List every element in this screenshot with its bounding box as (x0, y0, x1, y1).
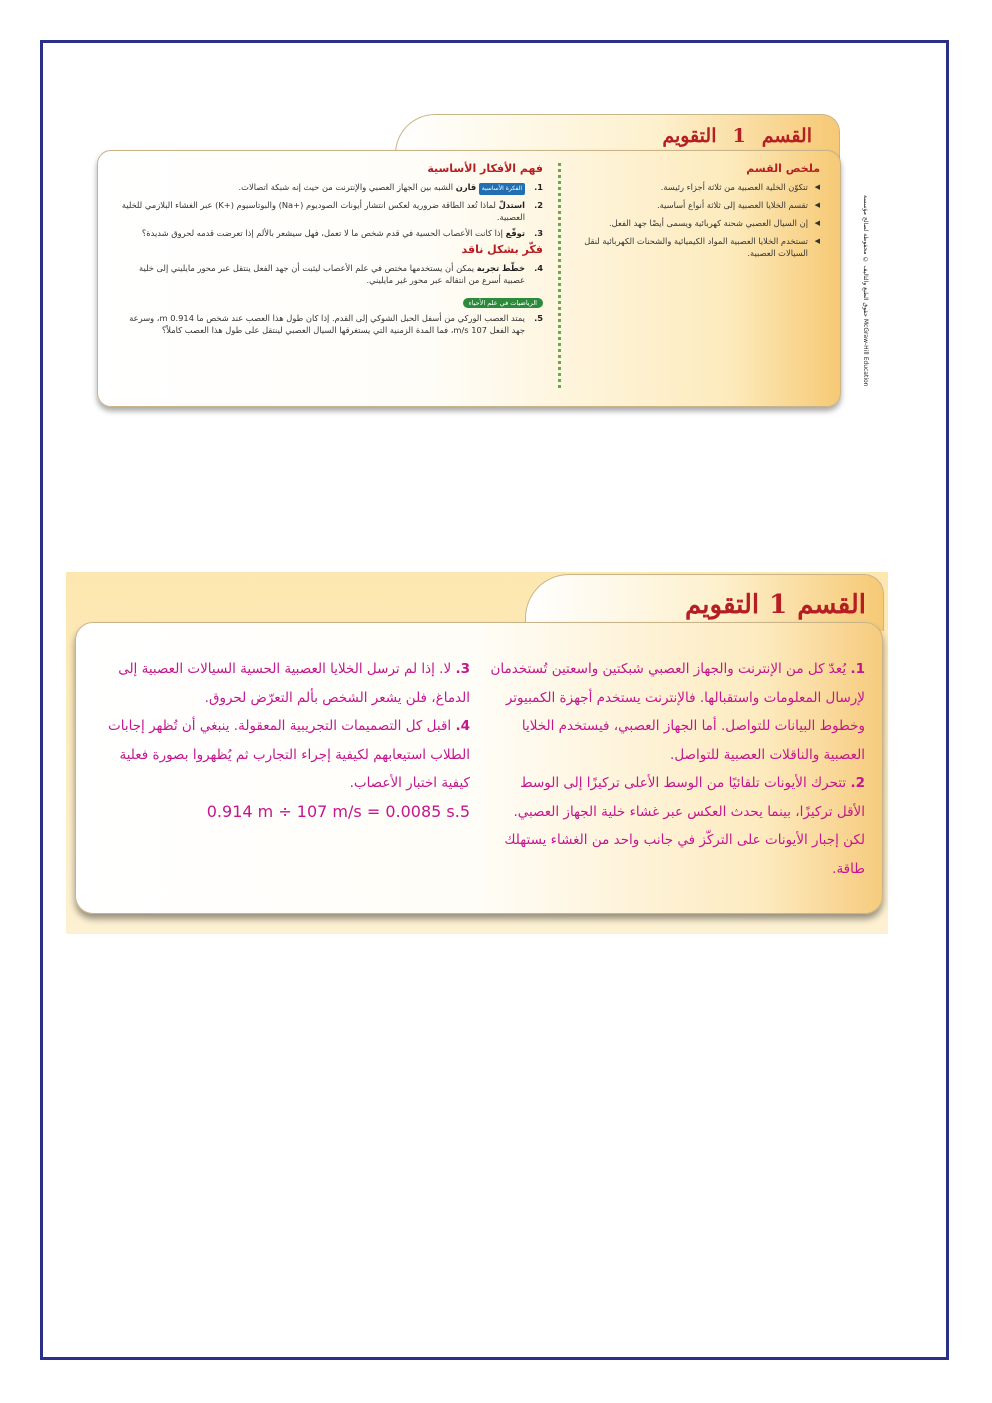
title-word-assessment: التقويم (684, 590, 760, 620)
column-divider (558, 163, 561, 388)
question-text: إذا كانت الأعصاب الحسية في قدم شخص ما لا تعمل، فهل سيشعر بالألم إذا تعرضت قدمه لحروق شديدة؟ (141, 228, 503, 238)
summary-bullet: ◀ تقسم الخلايا العصبية إلى ثلاثة أنواع أساسية. (570, 199, 820, 211)
question-number: 3. (534, 228, 543, 238)
answer-number: 1. (850, 661, 865, 677)
answer-card-title (685, 590, 866, 620)
main-ideas-heading: فهم الأفكار الأساسية (427, 162, 543, 175)
question-keyword: خطّط تجربة (476, 263, 525, 273)
question-keyword: قارن (455, 182, 477, 192)
answer-number: 3. (455, 661, 470, 677)
question-text: يمكن أن يستخدمها مختص في علم الأعصاب ليثبت أن جهد الفعل ينتقل عبر محور مايليني إلى خلية عصبية أسرع من انتقاله عبر محور غير مايليني. (139, 263, 525, 285)
question-number: 1. (534, 182, 543, 192)
question-text: الشبه بين الجهاز العصبي والإنترنت من حيث إنه شبكة اتصالات. (238, 182, 454, 192)
critical-thinking-heading: فكّر بشكل ناقد (461, 243, 543, 256)
title-word-assessment: التقويم (662, 125, 717, 147)
question-text: يمتد العصب الوركي من أسفل الحبل الشوكي إلى القدم. إذا كان طول هذا العصب عند شخص ما 0.914 m، وسرعة جهد الفعل 107 m/s، فما المدة الزمنية التي يستغرقها السيال العصبي لينتقل على طول هذا العصب كاملاً؟ (129, 313, 525, 335)
title-number: 1 (732, 125, 746, 147)
answer-text: لا. إذا لم ترسل الخلايا العصبية الحسية السيالات العصبية إلى الدماغ، فلن يشعر الشخص بألم التعرّض لحروق. (118, 661, 470, 706)
math-in-biology-badge: الرياضيات في علم الأحياء (463, 298, 543, 308)
question-5 (118, 312, 543, 336)
answer-text: اقبل كل التصميمات التجريبية المعقولة. ينبغي أن تُظهر إجابات الطلاب استيعابهم لكيفية إجراء التجارب ثم يُظهروا بصورة فعلية كيفية اختبار الأعصاب. (108, 718, 470, 791)
section-summary (570, 162, 820, 265)
summary-bullet: ◀ تتكوّن الخلية العصبية من ثلاثة أجزاء رئيسة. (570, 181, 820, 193)
main-idea-badge: الفكرة الأساسية (479, 183, 525, 195)
review-card-title (662, 125, 812, 147)
summary-bullet: ◀ إن السيال العصبي شحنة كهربائية ويسمى أيضًا جهد الفعل. (570, 217, 820, 229)
answers-left-column (90, 655, 470, 826)
answer-2 (490, 769, 865, 883)
answer-1 (490, 655, 865, 769)
title-word-section: القسم (761, 125, 812, 147)
copyright-note: حقوق الطبع والتأليف © محفوظة لصالح مؤسسة McGraw-Hill Education (862, 195, 869, 387)
title-word-section: القسم (797, 590, 866, 620)
answer-number: 2. (850, 775, 865, 791)
question-number: 4. (534, 263, 543, 273)
question-2 (118, 199, 543, 223)
question-3 (118, 227, 543, 239)
question-1 (118, 181, 543, 195)
question-number: 2. (534, 200, 543, 210)
question-text: لماذا تُعد الطاقة ضرورية لعكس انتشار أيونات الصوديوم (+Na) والبوتاسيوم (+K) عبر الغشاء البلازمي للخلية العصبية. (121, 200, 525, 222)
answer-5-formula: 0.914 m ÷ 107 m/s = 0.0085 s.5 (206, 801, 470, 821)
questions-column (118, 162, 543, 340)
summary-bullet: ◀ تستخدم الخلايا العصبية المواد الكيميائية والشحنات الكهربائية لنقل السيالات العصبية. (570, 235, 820, 259)
answer-4 (90, 712, 470, 798)
answer-3 (90, 655, 470, 712)
answers-right-column (490, 655, 865, 883)
answer-text: تتحرك الأيونات تلقائيًا من الوسط الأعلى تركيزًا إلى الوسط الأقل تركيزًا، بينما يحدث العكس عبر غشاء خلية الجهاز العصبي. لكن إجبار الأيونات على التركّز في جانب واحد من الغشاء يستهلك طاقة. (504, 775, 865, 877)
question-number: 5. (534, 313, 543, 323)
title-number: 1 (769, 590, 788, 620)
answer-text: يُعدّ كل من الإنترنت والجهاز العصبي شبكتين واسعتين تُستخدمان لإرسال المعلومات واستقبالها. فالإنترنت يستخدم أجهزة الكمبيوتر وخطوط البيانات للتواصل. أما الجهاز العصبي، فيستخدم الخلايا العصبية والناقلات العصبية للتواصل. (490, 661, 865, 763)
question-keyword: استدلّ (498, 200, 525, 210)
summary-heading: ملخص القسم (746, 162, 820, 175)
question-keyword: توقّع (505, 228, 525, 238)
question-4 (118, 262, 543, 286)
answer-number: 4. (455, 718, 470, 734)
